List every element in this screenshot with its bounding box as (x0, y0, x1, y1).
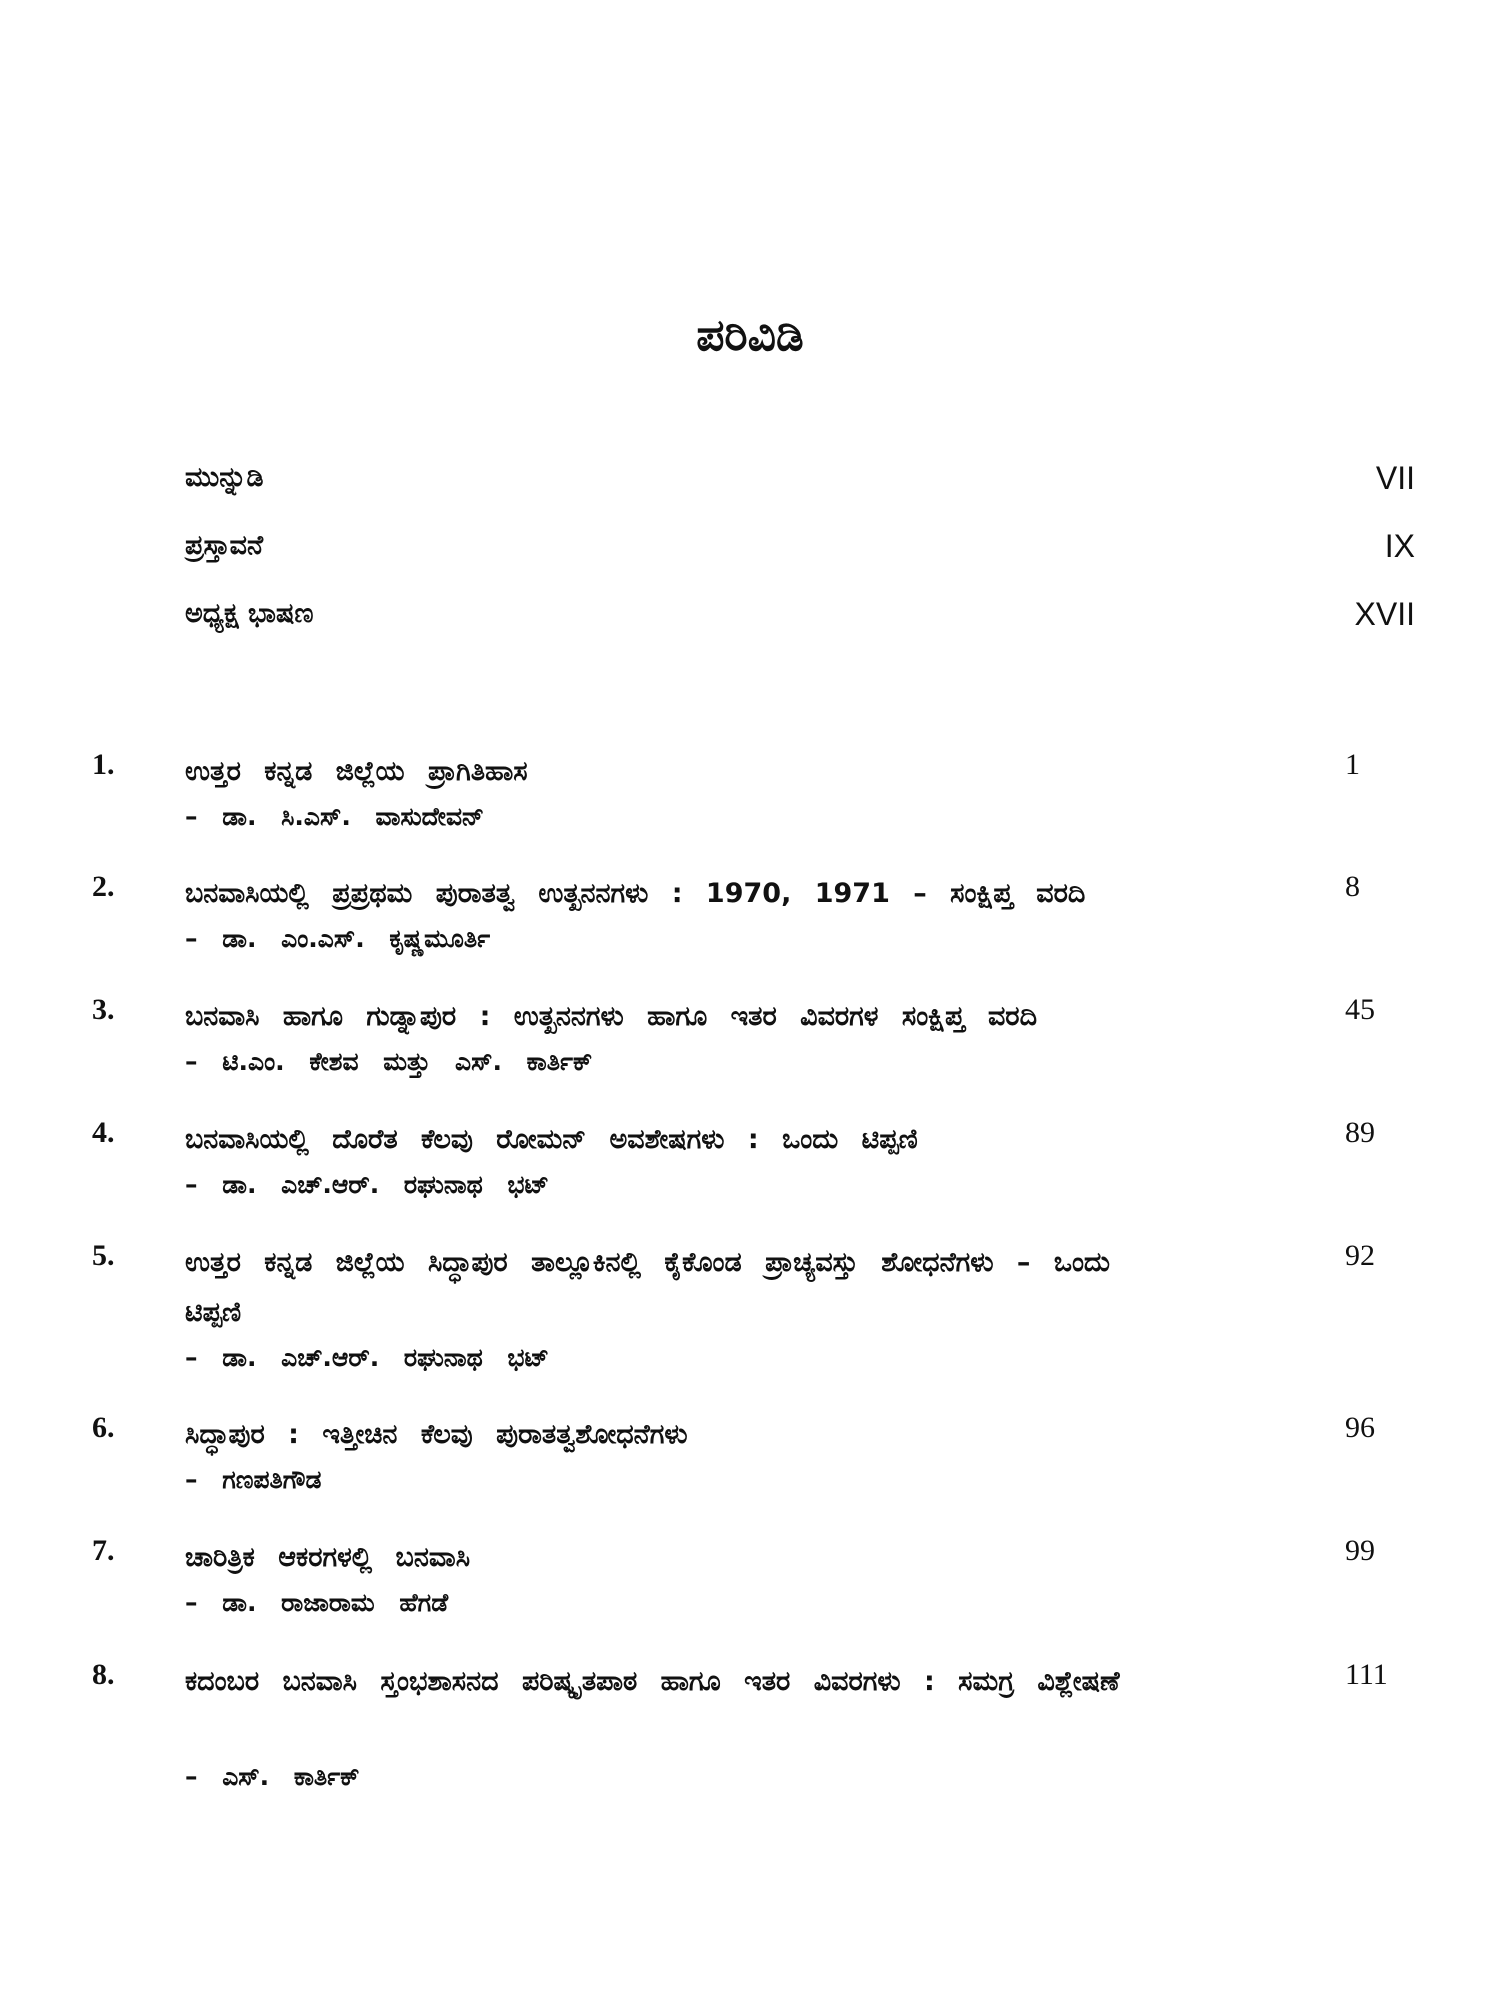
presidential-address-label: ಅಧ್ಯಕ್ಷ ಭಾಷಣ (185, 598, 314, 629)
preface-page-number: IX (1384, 528, 1415, 564)
entry-number: 4. (92, 1116, 115, 1149)
entry-author: – ಡಾ. ಎಚ್.ಆರ್. ರಘುನಾಥ ಭಟ್ (185, 1170, 549, 1199)
entry-number: 2. (92, 870, 115, 903)
preliminary-list (185, 452, 1415, 656)
entry-author: – ಗಣಪತಿಗೌಡ (185, 1465, 322, 1494)
entry-author: – ಡಾ. ಎಂ.ಎಸ್. ಕೃಷ್ಣಮೂರ್ತಿ (185, 924, 491, 953)
entry-author: – ಡಾ. ಎಚ್.ಆರ್. ರಘುನಾಥ ಭಟ್ (185, 1343, 549, 1372)
entry-page-number: 99 (1345, 1534, 1375, 1567)
preface-label: ಪ್ರಸ್ತಾವನೆ (185, 530, 264, 561)
toc-entry-preface[interactable] (185, 520, 1415, 588)
foreword-page-number: VII (1375, 460, 1415, 496)
entry-author: – ಡಾ. ರಾಜಾರಾಮ ಹೆಗಡೆ (185, 1588, 449, 1617)
entry-title: ಚಾರಿತ್ರಿಕ ಆಕರಗಳಲ್ಲಿ ಬನವಾಸಿ (185, 1542, 471, 1573)
presidential-address-page-number: XVII (1354, 596, 1415, 632)
entry-author: – ಎಸ್. ಕಾರ್ತಿಕ್ (185, 1762, 360, 1791)
toc-entry-foreword[interactable] (185, 452, 1415, 520)
entry-page-number: 45 (1345, 993, 1375, 1026)
entry-page-number: 89 (1345, 1116, 1375, 1149)
entry-title: ಬನವಾಸಿಯಲ್ಲಿ ದೊರೆತ ಕೆಲವು ರೋಮನ್ ಅವಶೇಷಗಳು : ಒಂದು ಟಿಪ್ಪಣಿ (185, 1124, 918, 1155)
entry-page-number: 92 (1345, 1239, 1375, 1272)
entry-number: 8. (92, 1658, 115, 1691)
entry-page-number: 1 (1345, 748, 1360, 781)
entry-number: 7. (92, 1534, 115, 1567)
entry-title: ಬನವಾಸಿ ಹಾಗೂ ಗುಡ್ನಾಪುರ : ಉತ್ಖನನಗಳು ಹಾಗೂ ಇತರ ವಿವರಗಳ ಸಂಕ್ಷಿಪ್ತ ವರದಿ (185, 1001, 1038, 1032)
entry-page-number: 96 (1345, 1411, 1375, 1444)
entry-author: – ಡಾ. ಸಿ.ಎಸ್. ವಾಸುದೇವನ್ (185, 802, 485, 831)
entry-author: – ಟಿ.ಎಂ. ಕೇಶವ ಮತ್ತು ಎಸ್. ಕಾರ್ತಿಕ್ (185, 1047, 593, 1076)
entry-page-number: 8 (1345, 870, 1360, 903)
entry-title: ಕದಂಬರ ಬನವಾಸಿ ಸ್ತಂಭಶಾಸನದ ಪರಿಷ್ಕೃತಪಾಠ ಹಾಗೂ ಇತರ ವಿವರಗಳು : ಸಮಗ್ರ ವಿಶ್ಲೇಷಣೆ (185, 1666, 1120, 1697)
entry-title: ಬನವಾಸಿಯಲ್ಲಿ ಪ್ರಪ್ರಥಮ ಪುರಾತತ್ವ ಉತ್ಖನನಗಳು : 1970, 1971 – ಸಂಕ್ಷಿಪ್ತ ವರದಿ (185, 878, 1086, 909)
toc-entry-presidential-address[interactable] (185, 588, 1415, 656)
entry-number: 3. (92, 993, 115, 1026)
foreword-label: ಮುನ್ನುಡಿ (185, 462, 264, 493)
entry-title: ಉತ್ತರ ಕನ್ನಡ ಜಿಲ್ಲೆಯ ಪ್ರಾಗಿತಿಹಾಸ (185, 756, 528, 787)
entry-number: 6. (92, 1411, 115, 1444)
entry-number: 1. (92, 748, 115, 781)
page-title: ಪರಿವಿಡಿ (696, 310, 804, 361)
entry-page-number: 111 (1345, 1658, 1388, 1691)
entry-title: ಉತ್ತರ ಕನ್ನಡ ಜಿಲ್ಲೆಯ ಸಿದ್ಧಾಪುರ ತಾಲ್ಲೂಕಿನಲ್ಲಿ ಕೈಕೊಂಡ ಪ್ರಾಚ್ಯವಸ್ತು ಶೋಧನೆಗಳು – ಒಂದು ಟಿಪ್ಪಣಿ (185, 1247, 1110, 1328)
entry-title: ಸಿದ್ಧಾಪುರ : ಇತ್ತೀಚಿನ ಕೆಲವು ಪುರಾತತ್ವಶೋಧನೆಗಳು (185, 1419, 688, 1450)
entry-number: 5. (92, 1239, 115, 1272)
